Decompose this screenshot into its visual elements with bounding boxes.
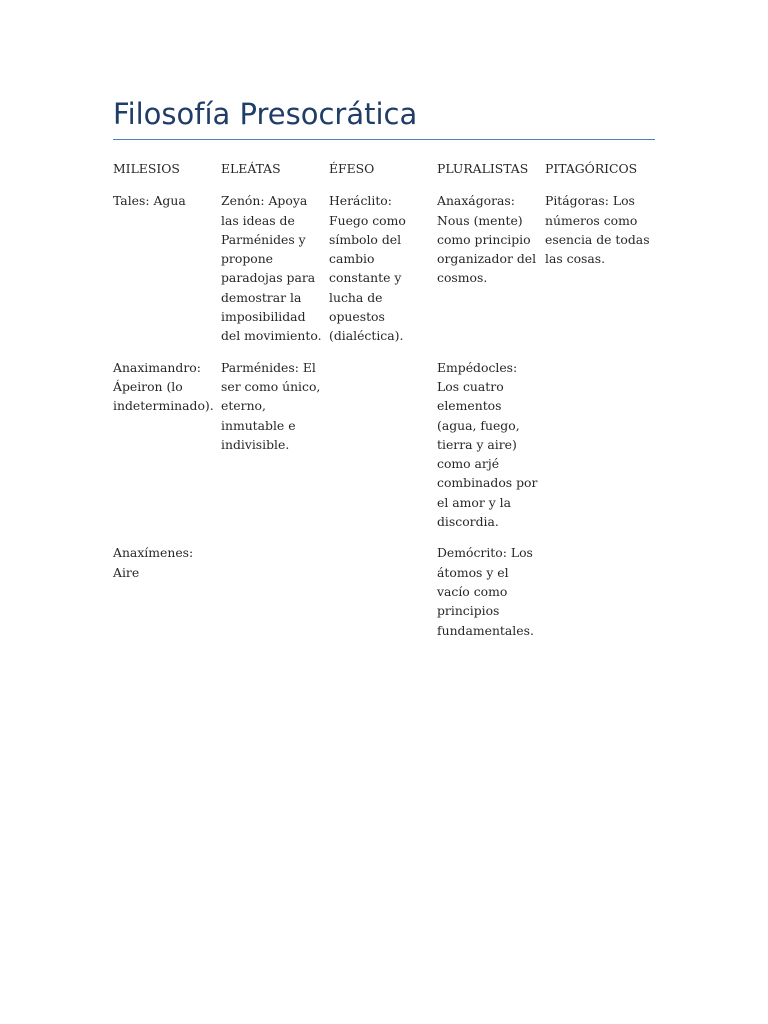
- column-header-eleatas: ELEÁTAS: [221, 161, 281, 176]
- table-header-row: [113, 159, 658, 178]
- column-header-efeso: ÉFESO: [329, 161, 375, 176]
- column-header-milesios: MILESIOS: [113, 161, 180, 176]
- table-cell: Parménides: El ser como único, eterno, inmutable e indivisible.: [221, 359, 321, 452]
- table-cell: Pitágoras: Los números como esencia de todas las cosas.: [545, 193, 650, 267]
- title-underline-rule: [113, 139, 655, 140]
- table-cell: Zenón: Apoya las ideas de Parménides y propone paradojas para demostrar la imposibilidad del movimiento.: [221, 193, 322, 344]
- table-cell: Anaxágoras: Nous (mente) como principio organizador del cosmos.: [437, 193, 537, 286]
- table-cell: Demócrito: Los átomos y el vacío como principios fundamentales.: [437, 545, 534, 638]
- table-cell: Anaxímenes: Aire: [113, 545, 194, 580]
- philosophers-table: [113, 159, 658, 652]
- column-header-pitagoricos: PITAGÓRICOS: [545, 161, 638, 176]
- table-cell: Anaximandro: Ápeiron (lo indeterminado).: [113, 359, 214, 414]
- table-cell: Tales: Agua: [113, 193, 186, 209]
- table-row: [113, 191, 658, 345]
- column-header-pluralistas: PLURALISTAS: [437, 161, 529, 176]
- table-row: [113, 543, 658, 639]
- table-row: [113, 358, 658, 532]
- table-cell: Heráclito: Fuego como símbolo del cambio constante y lucha de opuestos (dialéctica).: [329, 193, 406, 344]
- table-cell: Empédocles: Los cuatro elementos (agua, fuego, tierra y aire) como arjé combinados por el amor y la discordia.: [437, 359, 538, 530]
- document-title: Filosofía Presocrática: [113, 97, 418, 131]
